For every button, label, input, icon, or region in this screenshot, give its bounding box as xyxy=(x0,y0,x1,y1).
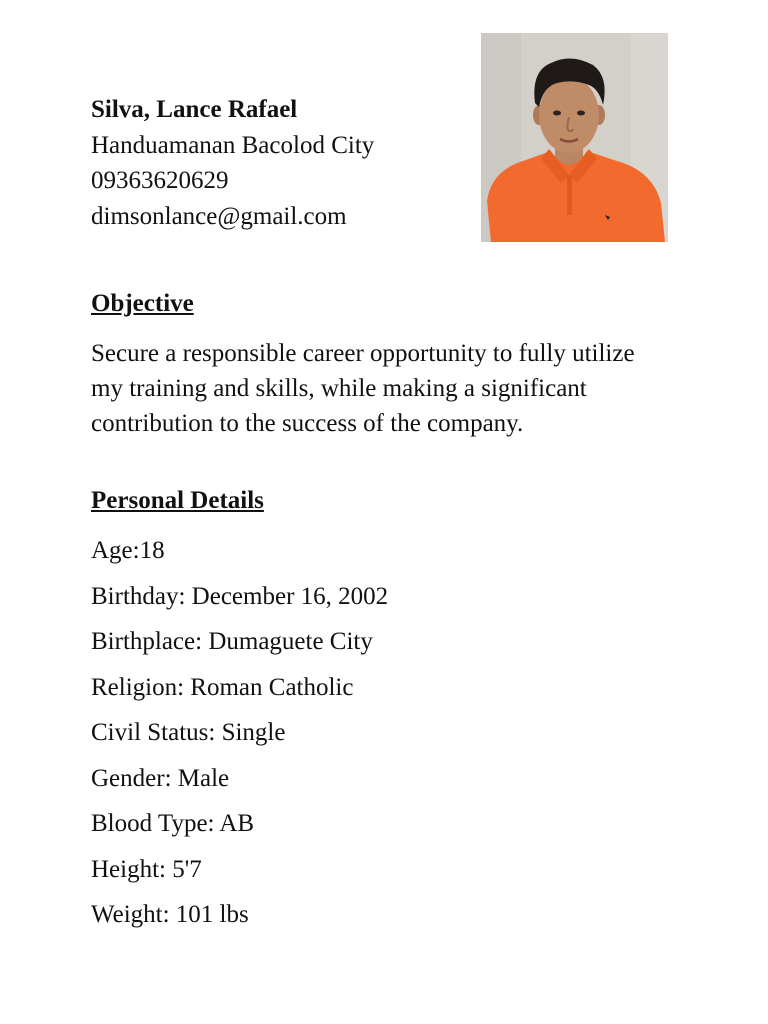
applicant-name: Silva, Lance Rafael xyxy=(91,96,298,123)
portrait-illustration xyxy=(481,33,668,242)
email-address: dimsonlance@gmail.com xyxy=(91,202,347,230)
detail-height: Height: 5'7 xyxy=(91,855,202,883)
objective-text: Secure a responsible career opportunity to fully utilize my training and skills, while making a significant contribution to the success of the company. xyxy=(91,340,635,437)
detail-age: Age:18 xyxy=(91,537,165,564)
contact-header xyxy=(91,92,374,234)
detail-blood-type: Blood Type: AB xyxy=(91,810,255,837)
detail-civil-status: Civil Status: Single xyxy=(91,719,286,746)
phone-number: 09363620629 xyxy=(91,167,229,194)
detail-gender: Gender: Male xyxy=(91,764,230,792)
personal-details-list xyxy=(91,533,388,943)
applicant-photo xyxy=(481,33,668,242)
address: Handuamanan Bacolod City xyxy=(91,131,375,159)
personal-details-heading: Personal Details xyxy=(91,487,264,514)
detail-birthday: Birthday: December 16, 2002 xyxy=(91,582,389,610)
detail-weight: Weight: 101 lbs xyxy=(91,901,249,928)
detail-birthplace: Birthplace: Dumaguete City xyxy=(91,628,373,655)
objective-heading: Objective xyxy=(91,290,194,317)
detail-religion: Religion: Roman Catholic xyxy=(91,673,354,701)
